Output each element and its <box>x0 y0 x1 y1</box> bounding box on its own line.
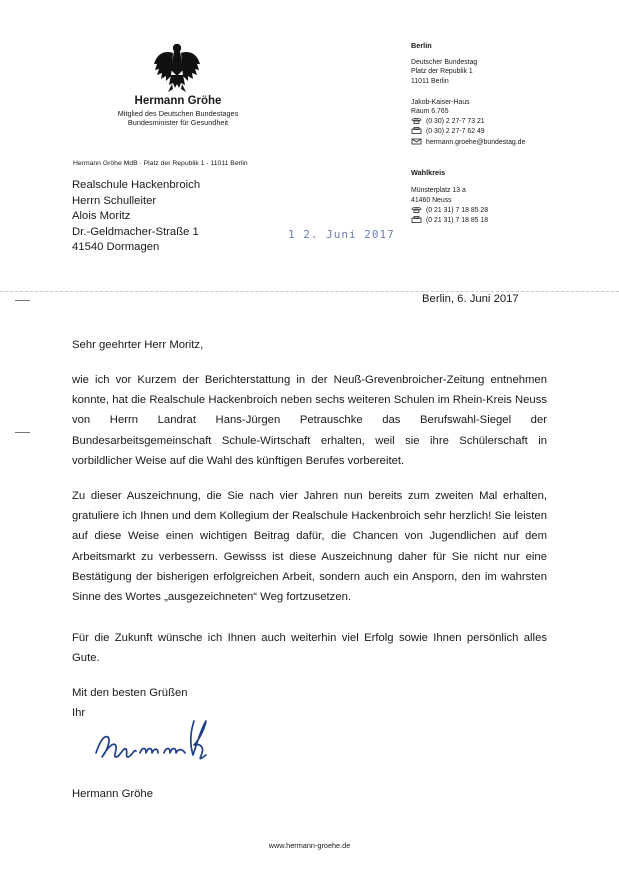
footer-url: www.hermann-groehe.de <box>268 841 351 850</box>
recipient-line-3: Alois Moritz <box>72 210 131 223</box>
berlin-phone: (0 30) 2 27-7 73 21 <box>426 118 485 125</box>
federal-eagle-icon <box>152 40 202 94</box>
phone-icon <box>411 117 422 124</box>
berlin-org: Deutscher Bundestag <box>411 59 478 66</box>
berlin-building: Jakob-Kaiser-Haus <box>411 99 470 106</box>
recipient-address <box>72 178 200 256</box>
berlin-room: Raum 6.765 <box>411 108 449 115</box>
recipient-line-4: Dr.-Geldmacher-Straße 1 <box>72 225 199 238</box>
wahlkreis-city: 41460 Neuss <box>411 197 452 204</box>
body-paragraph-2: Zu dieser Auszeichnung, die Sie nach vier Jahren nun bereits zum zweiten Mal erhalten, gratuliere ich Ihnen und dem Kollegium der Realschule Hackenbroich sehr herzlich! Sie leisten auf diese Weise einen wichtigen Beitrag dafür, die Chancen von Jugendlichen auf dem Arbeitsmarkt zu verbessern. Gewisss ist diese Auszeichnung daher für Sie nicht nur eine Bestätigung der bisherigen erfolgreichen Arbeit, sondern auch ein Ansporn, den im wahrsten Sinne des Wortes „ausgezeichneten“ Weg fortzusetzen. <box>72 490 547 604</box>
body-paragraph-3: Für die Zukunft wünsche ich Ihnen auch weiterhin viel Erfolg sowie Ihnen persönlich alles Gute. <box>72 632 547 665</box>
fax-icon <box>411 127 422 134</box>
perforation-line <box>0 291 619 292</box>
recipient-line-1: Realschule Hackenbroich <box>72 179 201 191</box>
fold-mark-top <box>15 300 30 301</box>
wahlkreis-fax: (0 21 31) 7 18 85 18 <box>426 217 489 224</box>
closing-ihr: Ihr <box>72 707 86 719</box>
signer-name: Hermann Gröhe <box>72 788 153 800</box>
berlin-email-row <box>411 138 525 148</box>
berlin-phone-row <box>411 117 485 127</box>
email-icon <box>411 138 422 145</box>
fax-icon <box>411 216 422 223</box>
berlin-heading: Berlin <box>411 41 432 50</box>
wahlkreis-street: Münsterplatz 13 a <box>411 187 466 194</box>
berlin-fax-row <box>411 127 485 137</box>
handwritten-signature <box>90 713 230 773</box>
sender-title-1: Mitglied des Deutschen Bundestages <box>117 109 239 118</box>
received-stamp: 1 2. Juni 2017 <box>288 228 395 241</box>
body-paragraph-1: wie ich vor Kurzem der Berichterstattung in der Neuß-Grevenbroicher-Zeitung entnehmen konnte, hat die Realschule Hackenbroich neben sechs weiteren Schulen im Rhein-Kreis Neuss von Herrn Landrat Hans-Jürgen Petrauschke das Berufswahl-Siegel der Bundesarbeitsgemeinschaft Schule-Wirtschaft erhalten, weil sie ihre Schülerschaft in vorbildlicher Weise auf die Wahl des künftigen Berufes vorbereitet. <box>72 374 547 467</box>
letter-date: Berlin, 6. Juni 2017 <box>422 293 519 305</box>
salutation: Sehr geehrter Herr Moritz, <box>72 339 204 351</box>
wahlkreis-phone: (0 21 31) 7 18 85 28 <box>426 207 489 214</box>
berlin-fax: (0 30) 2 27-7 62 49 <box>426 128 485 135</box>
berlin-street: Platz der Republik 1 <box>411 68 473 75</box>
sender-name: Hermann Gröhe <box>134 95 222 107</box>
wahlkreis-heading: Wahlkreis <box>411 168 446 177</box>
fold-mark-middle <box>15 432 30 433</box>
recipient-line-2: Herrn Schulleiter <box>72 194 157 207</box>
wahlkreis-fax-row <box>411 216 488 226</box>
return-address: Hermann Gröhe MdB · Platz der Republik 1 · 11011 Berlin <box>73 160 248 167</box>
sender-title-2: Bundesminister für Gesundheit <box>127 118 229 127</box>
closing: Mit den besten Grüßen <box>72 687 188 699</box>
recipient-line-5: 41540 Dormagen <box>72 241 160 254</box>
phone-icon <box>411 206 422 213</box>
berlin-city: 11011 Berlin <box>411 78 449 85</box>
wahlkreis-phone-row <box>411 206 488 216</box>
berlin-email: hermann.groehe@bundestag.de <box>426 139 526 146</box>
